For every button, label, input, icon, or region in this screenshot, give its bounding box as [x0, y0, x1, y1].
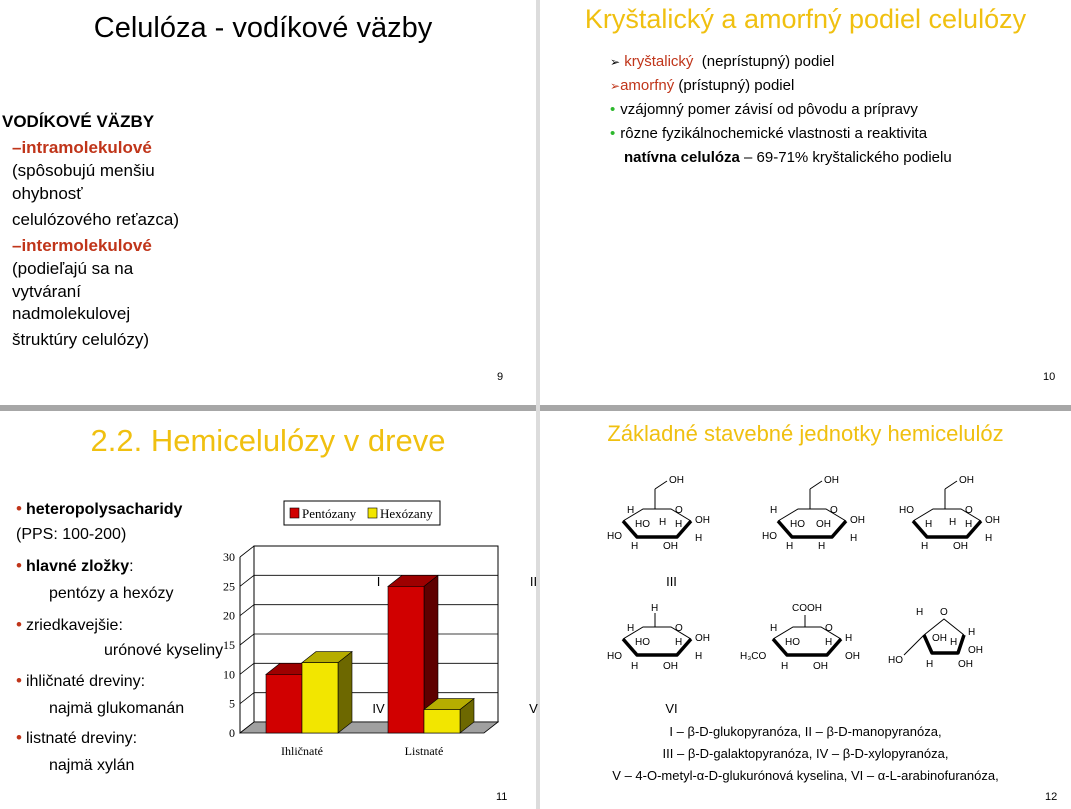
structure-numeral: IV: [372, 701, 385, 716]
highlight-text: kryštalický: [624, 53, 694, 70]
item-text: – 69-71% kryštalického podielu: [739, 149, 952, 166]
highlight-text: amorfný: [620, 77, 675, 94]
mannopyranose-structure: [760, 473, 870, 573]
svg-text:H: H: [950, 637, 958, 648]
structure-numeral: V: [529, 701, 538, 716]
svg-text:OH: OH: [932, 633, 947, 644]
svg-text:OH: OH: [850, 515, 865, 526]
caption-line: I – β-D-glukopyranóza, II – β-D-manopyranóza,: [669, 724, 942, 739]
svg-text:H: H: [921, 541, 929, 552]
structure-numeral: I: [376, 574, 381, 589]
svg-text:HO: HO: [785, 637, 800, 648]
glucopyranose-structure: [605, 473, 715, 573]
svg-text:HO: HO: [899, 505, 914, 516]
svg-text:H: H: [675, 519, 683, 530]
svg-text:OH: OH: [695, 633, 710, 644]
bold-text: natívna celulóza: [624, 149, 740, 166]
item-text: (neprístupný) podiel: [693, 53, 835, 70]
bar-side: [338, 652, 352, 733]
list-item: [16, 671, 145, 691]
svg-text:H: H: [627, 623, 635, 634]
page-number: 11: [496, 791, 508, 803]
list-item: [610, 50, 952, 74]
arrow-bullet-icon: ➢: [610, 79, 621, 93]
text-line: štruktúry celulózy): [12, 330, 149, 349]
structure-numeral: III: [666, 574, 677, 589]
caption-line: V – 4-O-metyl-α-D-glukurónová kyselina, VI – α-L-arabinofuranóza,: [612, 768, 999, 783]
x-tick-label: Ihličnaté: [281, 744, 323, 758]
y-tick-label: 30: [223, 550, 235, 564]
text-line: celulózového reťazca): [12, 210, 180, 229]
list-item: [16, 615, 123, 635]
bullet-dot-icon: •: [16, 499, 22, 518]
svg-text:H: H: [965, 519, 973, 530]
svg-text:H: H: [695, 533, 703, 544]
svg-text:OH: OH: [845, 651, 860, 662]
svg-text:COOH: COOH: [792, 603, 822, 614]
svg-text:O: O: [830, 505, 838, 516]
svg-text:H: H: [695, 651, 703, 662]
slide-title: Základné stavebné jednotky hemicelulóz: [607, 421, 1004, 446]
item-text: (prístupný) podiel: [674, 77, 795, 94]
list-item: [610, 146, 952, 170]
svg-text:H: H: [627, 505, 635, 516]
y-tick-label: 20: [223, 608, 235, 623]
text-line: ohybnosť: [12, 184, 83, 203]
legend-swatch: [290, 508, 299, 518]
caption-line: III – β-D-galaktopyranóza, IV – β-D-xylopyranóza,: [662, 746, 949, 761]
svg-text:O: O: [965, 505, 973, 516]
svg-text:OH: OH: [663, 661, 678, 672]
x-tick-label: Listnaté: [404, 744, 444, 758]
svg-text:OH: OH: [813, 661, 828, 672]
svg-text:O: O: [675, 623, 683, 634]
svg-text:HO: HO: [888, 655, 903, 666]
svg-text:H: H: [651, 603, 659, 614]
slide-title: Celulóza - vodíkové väzby: [93, 12, 433, 44]
svg-text:OH: OH: [816, 519, 831, 530]
slide-10: [540, 0, 1071, 405]
list-item-sub: najmä glukomanán: [49, 700, 185, 717]
arabinofuranose-structure: [880, 601, 1005, 691]
bar: [302, 663, 338, 733]
legend-label: Hexózany: [380, 506, 433, 521]
svg-text:O: O: [940, 607, 948, 618]
page-number: 10: [1043, 371, 1056, 383]
page-number: 9: [497, 371, 504, 383]
text-line: vytváraní: [12, 282, 81, 301]
bullet-dot-icon: •: [16, 615, 22, 634]
svg-text:OH: OH: [958, 659, 973, 670]
galactopyranose-structure: [895, 473, 1005, 573]
text-line: (podieľajú sa na: [12, 259, 134, 278]
item-text: listnaté dreviny:: [25, 730, 138, 747]
glucuronic-acid-structure: [740, 601, 865, 691]
y-tick-label: 15: [223, 638, 235, 652]
slide-title: 2.2. Hemicelulózy v dreve: [90, 423, 446, 458]
svg-text:HO: HO: [635, 637, 650, 648]
list-item-sub: urónové kyseliny: [104, 642, 224, 659]
svg-text:H: H: [926, 659, 934, 670]
svg-text:H: H: [968, 627, 976, 638]
svg-text:H: H: [675, 637, 683, 648]
svg-text:H: H: [770, 505, 778, 516]
svg-text:H: H: [631, 661, 639, 672]
slide-11: [0, 411, 536, 809]
svg-text:OH: OH: [663, 541, 678, 552]
list-item-sub: najmä xylán: [49, 757, 135, 774]
bullet-dot-icon: •: [16, 556, 22, 575]
list-item: [610, 74, 952, 98]
svg-text:OH: OH: [968, 645, 983, 656]
svg-text:H: H: [818, 541, 826, 552]
page-number: 12: [1045, 791, 1058, 803]
bullet-dot-icon: •: [610, 101, 616, 118]
list-item-sub: pentózy a hexózy: [49, 585, 174, 602]
bullet-dot-icon: •: [610, 125, 616, 142]
text-line: (spôsobujú menšiu: [12, 161, 155, 180]
y-tick-label: 0: [229, 726, 235, 740]
svg-text:HO: HO: [762, 531, 777, 542]
svg-text:H₃CO: H₃CO: [740, 651, 767, 662]
bold-text: heteropolysacharidy: [25, 501, 183, 518]
svg-text:H: H: [949, 517, 957, 528]
svg-text:H: H: [659, 517, 667, 528]
bullet-list: [610, 50, 952, 170]
svg-text:OH: OH: [959, 475, 974, 486]
svg-text:HO: HO: [607, 651, 622, 662]
text-line: nadmolekulovej: [12, 304, 131, 323]
section-heading: VODÍKOVÉ VÄZBY: [2, 112, 155, 131]
intra-label: –intramolekulové: [12, 138, 152, 157]
svg-text:HO: HO: [607, 531, 622, 542]
item-text: ihličnaté dreviny:: [25, 673, 146, 690]
y-tick-label: 5: [229, 696, 235, 711]
bold-text: hlavné zložky: [25, 558, 130, 575]
list-item: [16, 556, 134, 576]
item-text: zriedkavejšie:: [25, 617, 123, 634]
arrow-bullet-icon: ➢: [610, 55, 621, 69]
svg-text:H: H: [916, 607, 924, 618]
svg-text:H: H: [925, 519, 933, 530]
bullet-dot-icon: •: [16, 728, 22, 747]
list-item: [16, 499, 182, 519]
svg-text:H: H: [825, 637, 833, 648]
slide-title: Kryštalický a amorfný podiel celulózy: [584, 4, 1027, 34]
svg-text:O: O: [825, 623, 833, 634]
structure-numeral: VI: [665, 701, 678, 716]
svg-text:HO: HO: [635, 519, 650, 530]
bar-chart: [210, 495, 510, 765]
list-item: [16, 728, 137, 748]
svg-text:H: H: [850, 533, 858, 544]
list-item-sub: (PPS: 100-200): [16, 526, 127, 543]
list-item: [610, 98, 952, 122]
svg-text:OH: OH: [985, 515, 1000, 526]
slide-9: [0, 0, 536, 405]
list-item: [610, 122, 952, 146]
y-tick-label: 10: [223, 667, 235, 682]
svg-text:H: H: [631, 541, 639, 552]
xylopyranose-structure: [605, 601, 715, 691]
svg-text:HO: HO: [790, 519, 805, 530]
item-text: rôzne fyzikálnochemické vlastnosti a reaktivita: [620, 125, 928, 142]
legend-swatch: [368, 508, 377, 518]
item-text: vzájomný pomer závisí od pôvodu a prípravy: [620, 101, 918, 118]
svg-text:OH: OH: [669, 475, 684, 486]
item-text: :: [129, 558, 134, 575]
y-tick-label: 25: [223, 579, 235, 594]
svg-text:H: H: [985, 533, 993, 544]
svg-text:OH: OH: [953, 541, 968, 552]
svg-text:OH: OH: [824, 475, 839, 486]
structure-numeral: II: [529, 574, 538, 589]
inter-label: –intermolekulové: [12, 236, 152, 255]
bullet-dot-icon: •: [16, 671, 22, 690]
svg-text:O: O: [675, 505, 683, 516]
svg-text:H: H: [845, 633, 853, 644]
legend-label: Pentózany: [302, 506, 357, 521]
svg-text:H: H: [770, 623, 778, 634]
svg-text:H: H: [781, 661, 789, 672]
svg-text:H: H: [786, 541, 794, 552]
svg-text:OH: OH: [695, 515, 710, 526]
